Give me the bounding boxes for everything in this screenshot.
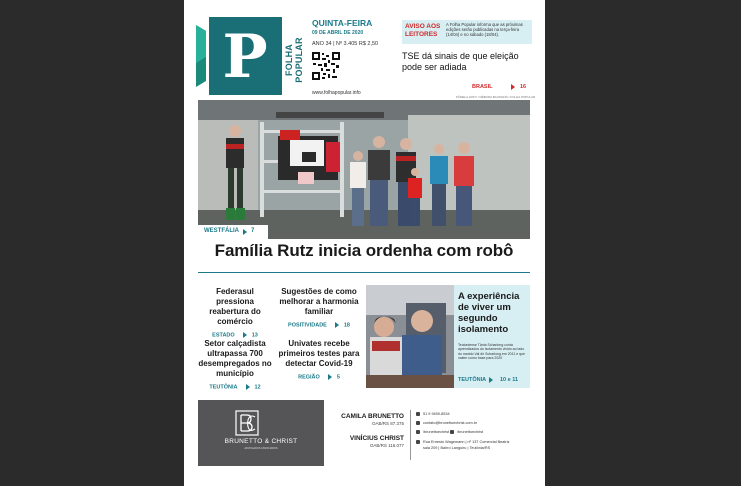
top-story-arrow-icon <box>511 84 515 90</box>
story-section: ESTADO <box>212 332 235 339</box>
ad-contact-instagram: /brunettoechrist <box>416 430 449 434</box>
ad-contact-email: contato@brunettoechrist.com.br <box>416 421 477 425</box>
ad-brand: BRUNETTO & CHRIST <box>224 438 298 445</box>
ad-subtitle: ADVOGADOS ASSOCIADOS <box>244 447 278 450</box>
story-section: POSITIVIDADE <box>288 322 327 329</box>
story-tag <box>198 332 272 338</box>
ad-lawyer-name: CAMILA BRUNETTO <box>341 413 404 420</box>
phone-icon <box>416 412 420 416</box>
story-title: Univates recebe primeiros testes para detectar Covid-19 <box>278 339 360 368</box>
story-title: Setor calçadista ultrapassa 700 desempregados no município <box>198 339 272 378</box>
story-section: REGIÃO <box>298 374 320 381</box>
story-page: 18 <box>343 322 350 329</box>
ad-lawyer <box>334 435 404 448</box>
story-arrow-icon <box>335 322 339 328</box>
folha-popular-logo <box>196 17 282 95</box>
ad-contact-phone: 51 9 9459-8534 <box>416 412 450 416</box>
story-title: Sugestões de como melhorar a harmonia familiar <box>279 287 359 316</box>
story-page: 13 <box>251 332 258 339</box>
story-tag <box>278 322 360 328</box>
ad-lawyer <box>334 413 404 426</box>
masthead-name: FOLHA POPULAR <box>284 37 304 83</box>
story-section: TEUTÔNIA <box>209 384 238 391</box>
masthead-date: 09 DE ABRIL DE 2020 <box>312 30 364 36</box>
svg-text:P: P <box>222 22 268 92</box>
story-item <box>198 287 272 338</box>
brunetto-christ-monogram-icon <box>235 410 259 436</box>
photo-credit: PÂMELA HÖFT / DÉBORA BAUMANN / FOLHA POPULAR <box>456 95 536 99</box>
ad-contact-facebook: /brunettoechrist <box>450 430 483 434</box>
masthead-edition: ANO 34 | Nº 3.405 R$ 2,50 <box>312 41 379 47</box>
instagram-icon <box>416 430 420 434</box>
top-story-section: BRASIL <box>472 84 493 90</box>
story-item <box>198 339 272 390</box>
feature-arrow-icon <box>489 377 493 383</box>
qr-code <box>312 52 340 80</box>
masthead-weekday: QUINTA-FEIRA <box>312 18 373 28</box>
ad-contact-address-line2: sala 209 | Bairro Languiru | Teutônia/RS <box>423 446 491 450</box>
story-title: Federasul pressiona reabertura do comércio <box>209 287 261 326</box>
main-story-tag <box>198 225 268 239</box>
story-arrow-icon <box>243 332 247 338</box>
story-tag <box>198 384 272 390</box>
main-story-arrow-icon <box>243 229 247 235</box>
facebook-icon <box>450 430 454 434</box>
ad-contact-address: Rua Ernesto Wagemann | nº 137 Comercial Beatriz <box>416 440 509 444</box>
story-page: 12 <box>254 384 261 391</box>
headline-divider <box>198 272 530 273</box>
story-page: 5 <box>336 374 340 381</box>
top-story-title: TSE dá sinais de que eleição pode ser adiada <box>402 51 519 72</box>
feature-section: TEUTÔNIA <box>458 377 487 383</box>
ad-lawyer-oab: OAB/RS 116.077 <box>369 443 404 448</box>
feature-title: A experiência de viver um segundo isolamento <box>458 291 520 335</box>
main-story-section: WESTFÁLIA <box>204 228 239 234</box>
story-tag <box>278 374 360 380</box>
email-icon <box>416 421 420 425</box>
ad-lawyer-oab: OAB/RS 87.375 <box>371 421 404 426</box>
reader-notice-text: A Folha Popular informa que as próximas edições serão publicadas na terça-feira (14/04) e no sábado (18/04). <box>446 22 523 38</box>
ad-lawyer-name: VINÍCIUS CHRIST <box>349 435 404 442</box>
newspaper-front-page <box>184 0 545 486</box>
feature-text: Teutoniense Tânia Scharlong conta aprendizados do isolamento vivido ao lado do marido Val dir Scharlong em 2011 e que valem como base para 2020 <box>458 343 525 361</box>
reader-notice-title: AVISO AOS LEITORES <box>405 23 441 38</box>
masthead-website: www.folhapopular.info <box>312 90 361 96</box>
feature-pages: 10 e 11 <box>500 377 519 383</box>
story-arrow-icon <box>328 374 332 380</box>
feature-photo-couple <box>366 285 454 388</box>
main-story-page: 7 <box>251 228 255 234</box>
story-item <box>278 339 360 380</box>
location-pin-icon <box>416 440 420 444</box>
reader-notice <box>402 20 532 44</box>
story-item <box>278 287 360 328</box>
ad-divider <box>410 410 411 460</box>
main-photo-family-milking-robot <box>198 100 530 239</box>
top-story-page: 16 <box>520 84 527 90</box>
main-headline: Família Rutz inicia ordenha com robô <box>214 241 514 260</box>
ad-banner <box>198 400 324 466</box>
story-arrow-icon <box>246 384 250 390</box>
